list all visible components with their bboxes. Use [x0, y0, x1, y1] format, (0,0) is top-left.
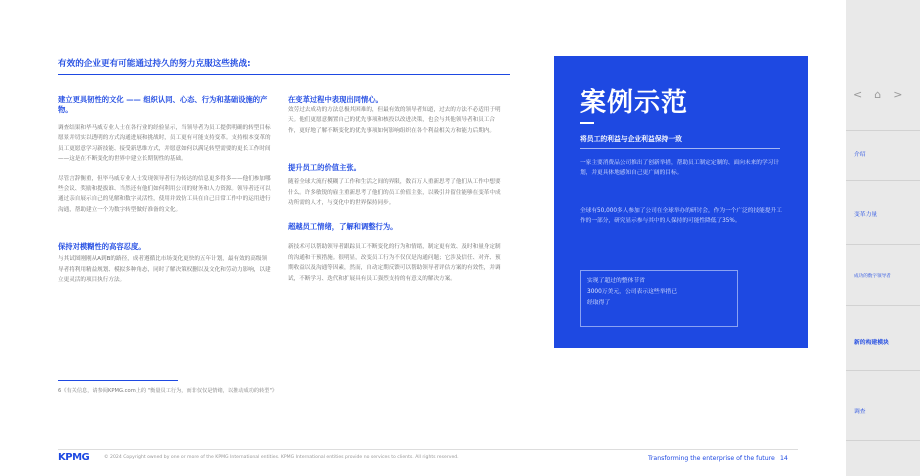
sidebar-divider: [846, 370, 920, 371]
sidebar: [846, 0, 920, 476]
sidebar-item-digital-leaders[interactable]: 成功的数字领导者: [854, 274, 891, 279]
sidebar-item-building-blocks[interactable]: 新的构建模块: [854, 340, 889, 346]
case-study-divider: [580, 148, 780, 149]
quote-line: 经取得了: [587, 299, 611, 306]
footnote-rule: [58, 380, 178, 381]
copyright-notice: © 2024 Copyright owned by one or more of the KPMG International entities. KPMG International entities provide no services to clients. All rights reserved.: [104, 455, 459, 460]
case-study-subtitle: 将员工的利益与企业利益保持一致: [580, 135, 682, 143]
paragraph: 随着全球大流行模糊了工作和生活之间的界限，数百万人重新思考了他们从工作中想要什么。许多敏锐的雇主重新思考了他们的员工价值主张，以吸引并留住能够在变革中成功所需的人才，与变化中的世界保持同步。: [288, 179, 501, 207]
footer-document-title: Transforming the enterprise of the future: [648, 455, 775, 462]
right-column: [288, 95, 502, 284]
sidebar-divider: [846, 440, 920, 441]
subheading-value-proposition: 提升员工的价值主张。: [288, 163, 361, 173]
heading-rule: [58, 74, 510, 75]
footnote: 6《有关信息，请参阅KPMG.com上的 "衡量员工行为，而非仅仅是情绪，以推动成功的转型"》: [58, 388, 278, 394]
paragraph: 与其试图刚刚从A到B的路径，成者遵循比市场变化更快的五年计划，最有效的高级领导者将利用精益规划、模拟多种角态，同时了解决策权删以及文化和劳动力影响，以建立更灵活的项目执行方法。: [58, 256, 271, 284]
home-icon[interactable]: ⌂: [874, 88, 882, 101]
case-study-title: 案例示范: [580, 88, 689, 118]
page-navigation: [853, 88, 902, 101]
sidebar-divider: [846, 244, 920, 245]
sidebar-divider: [846, 130, 920, 131]
quote-line: 3000万美元，公司表示这些举措已: [587, 288, 678, 295]
paragraph: 新技术可以帮助领导者跟踪员工不断变化的行为和情绪，制定更有效、及时和量身定制的沟通和干预措施。很明显，改变员工行为不仅仅是沟通问题；它涉及信任、对齐、预期收益以及沟通等因素，然而，自动定期反馈可以帮助领导者评估方案的有效性，并调试，不断学习、迭代和扩展具有员工强烈支持的有意义的解决方案。: [288, 244, 501, 282]
sidebar-item-forces[interactable]: 变革力量: [854, 212, 878, 218]
chevron-right-icon[interactable]: >: [893, 88, 903, 101]
subheading-resilient-culture: 建立更具韧性的文化 —— 组织认同、心态、行为和基础设施的产物。: [58, 95, 268, 114]
title-underline: [580, 122, 594, 124]
kpmg-logo: KPMG: [58, 452, 90, 463]
sidebar-item-survey[interactable]: 调查: [854, 409, 866, 415]
case-study-paragraph: 全球有50,000多人参加了公司在全球举办的研讨会，作为一个广泛的技能提升工作的一部分，研究显示参与其中的人保持的可能性降低了35%。: [580, 208, 782, 225]
footer-divider: [58, 449, 798, 450]
quote-line: 实现了超过的整体节省: [587, 278, 645, 284]
section-heading: 有效的企业更有可能通过持久的努力克服这些挑战:: [58, 59, 251, 69]
subheading-ambiguity: 保持对模糊性的高容忍度。: [58, 242, 146, 252]
sidebar-divider: [846, 305, 920, 306]
chevron-left-icon[interactable]: <: [853, 88, 863, 101]
page-number: 14: [780, 455, 788, 462]
subheading-empathy: 在变革过程中表现出同情心。: [288, 95, 383, 104]
case-study-paragraph: 一家主要消费品公司推出了创新举措，帮助员工制定定制的、面向未来的学习计划，并更具体地感知自己更广阔的目标。: [580, 160, 780, 177]
sidebar-divider: [846, 180, 920, 181]
case-study-quote: [580, 270, 738, 327]
paragraph: 效劳过去成功的方法总极其困难的，但最有效的领导者知道，过去的方法不必适用于明天。他们更愿意搁置自己的优先事项和核投以改进决策，也会与其他领导者和员工合作，更好地了解不断变化的优先事项如何影响组织在各个利益相关方和能力后期内。: [288, 107, 501, 134]
paragraph: 调查结果和毕马威专业人士在各行业的经验显示，当领导者为员工提供明确的转型目标愿景并切实以透明的方式沟通进展和挑战时，员工更有可能支持变革。支持根本变革的员工更愿意学习新技能、接受新思维方式，并愿意如何以满足转型需要的更长工作时间——这是在不断变化的世界中建立长期韧性的基础。: [58, 125, 271, 163]
paragraph: 尽管言辞衡重，但毕马威专业人士发现领导者行为传达的信息更多得多——他们参加哪些会议、奖励和提拔谁、当然还有他们如何利用公司的财务和人力资源。领导者还可以通过亲自展示自己的见解和数字灵活性，使用并效仿工具在自己日常工作中的运用进行沟通，帮助建立一个为数字转型做好准备的文化。: [58, 175, 271, 213]
sidebar-item-intro[interactable]: 介绍: [854, 152, 866, 158]
case-study-panel: [554, 56, 808, 348]
left-column: [58, 95, 272, 285]
subheading-behavior: 超越员工情绪，了解和调整行为。: [288, 222, 398, 232]
